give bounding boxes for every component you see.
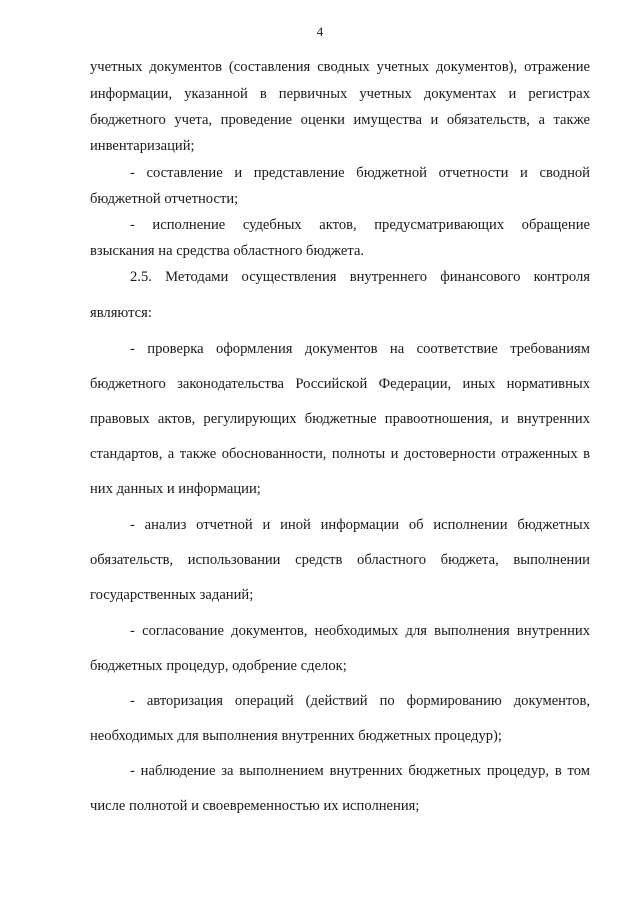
text-line: бюджетных процедур, одобрение сделок; [90, 658, 347, 674]
text-line: бюджетной отчетности; [90, 191, 239, 207]
page-number: 4 [316, 24, 324, 39]
text-line: - авторизация операций (действий по формированию документов, [130, 693, 590, 709]
text-line: бюджетного учета, проведение оценки имущества и обязательств, а также [90, 112, 590, 128]
text-line: - исполнение судебных актов, предусматривающих обращение [130, 217, 590, 233]
text-line: взыскания на средства областного бюджета. [90, 243, 365, 259]
text-line: информации, указанной в первичных учетных документах и регистрах [90, 86, 590, 102]
section-heading-line: 2.5. Методами осуществления внутреннего финансового контроля [130, 269, 590, 285]
text-line: бюджетного законодательства Российской Федерации, иных нормативных [90, 376, 590, 392]
text-line: - составление и представление бюджетной отчетности и сводной [130, 165, 590, 181]
text-line: - анализ отчетной и иной информации об исполнении бюджетных [130, 517, 590, 533]
text-line: - проверка оформления документов на соответствие требованиям [130, 341, 590, 357]
text-line: инвентаризаций; [90, 138, 195, 154]
text-line: являются: [90, 305, 152, 321]
text-line: них данных и информации; [90, 481, 261, 497]
text-line: обязательств, использовании средств областного бюджета, выполнении [90, 552, 590, 568]
text-line: учетных документов (составления сводных учетных документов), отражение [90, 59, 590, 75]
text-line: числе полнотой и своевременностью их исполнения; [90, 798, 420, 814]
text-line: правовых актов, регулирующих бюджетные правоотношения, и внутренних [90, 411, 590, 427]
text-line: - наблюдение за выполнением внутренних бюджетных процедур, в том [130, 763, 590, 779]
text-line: - согласование документов, необходимых для выполнения внутренних [130, 623, 590, 639]
text-line: стандартов, а также обоснованности, полноты и достоверности отраженных в [90, 446, 590, 462]
text-line: необходимых для выполнения внутренних бюджетных процедур); [90, 728, 502, 744]
text-line: государственных заданий; [90, 587, 254, 603]
